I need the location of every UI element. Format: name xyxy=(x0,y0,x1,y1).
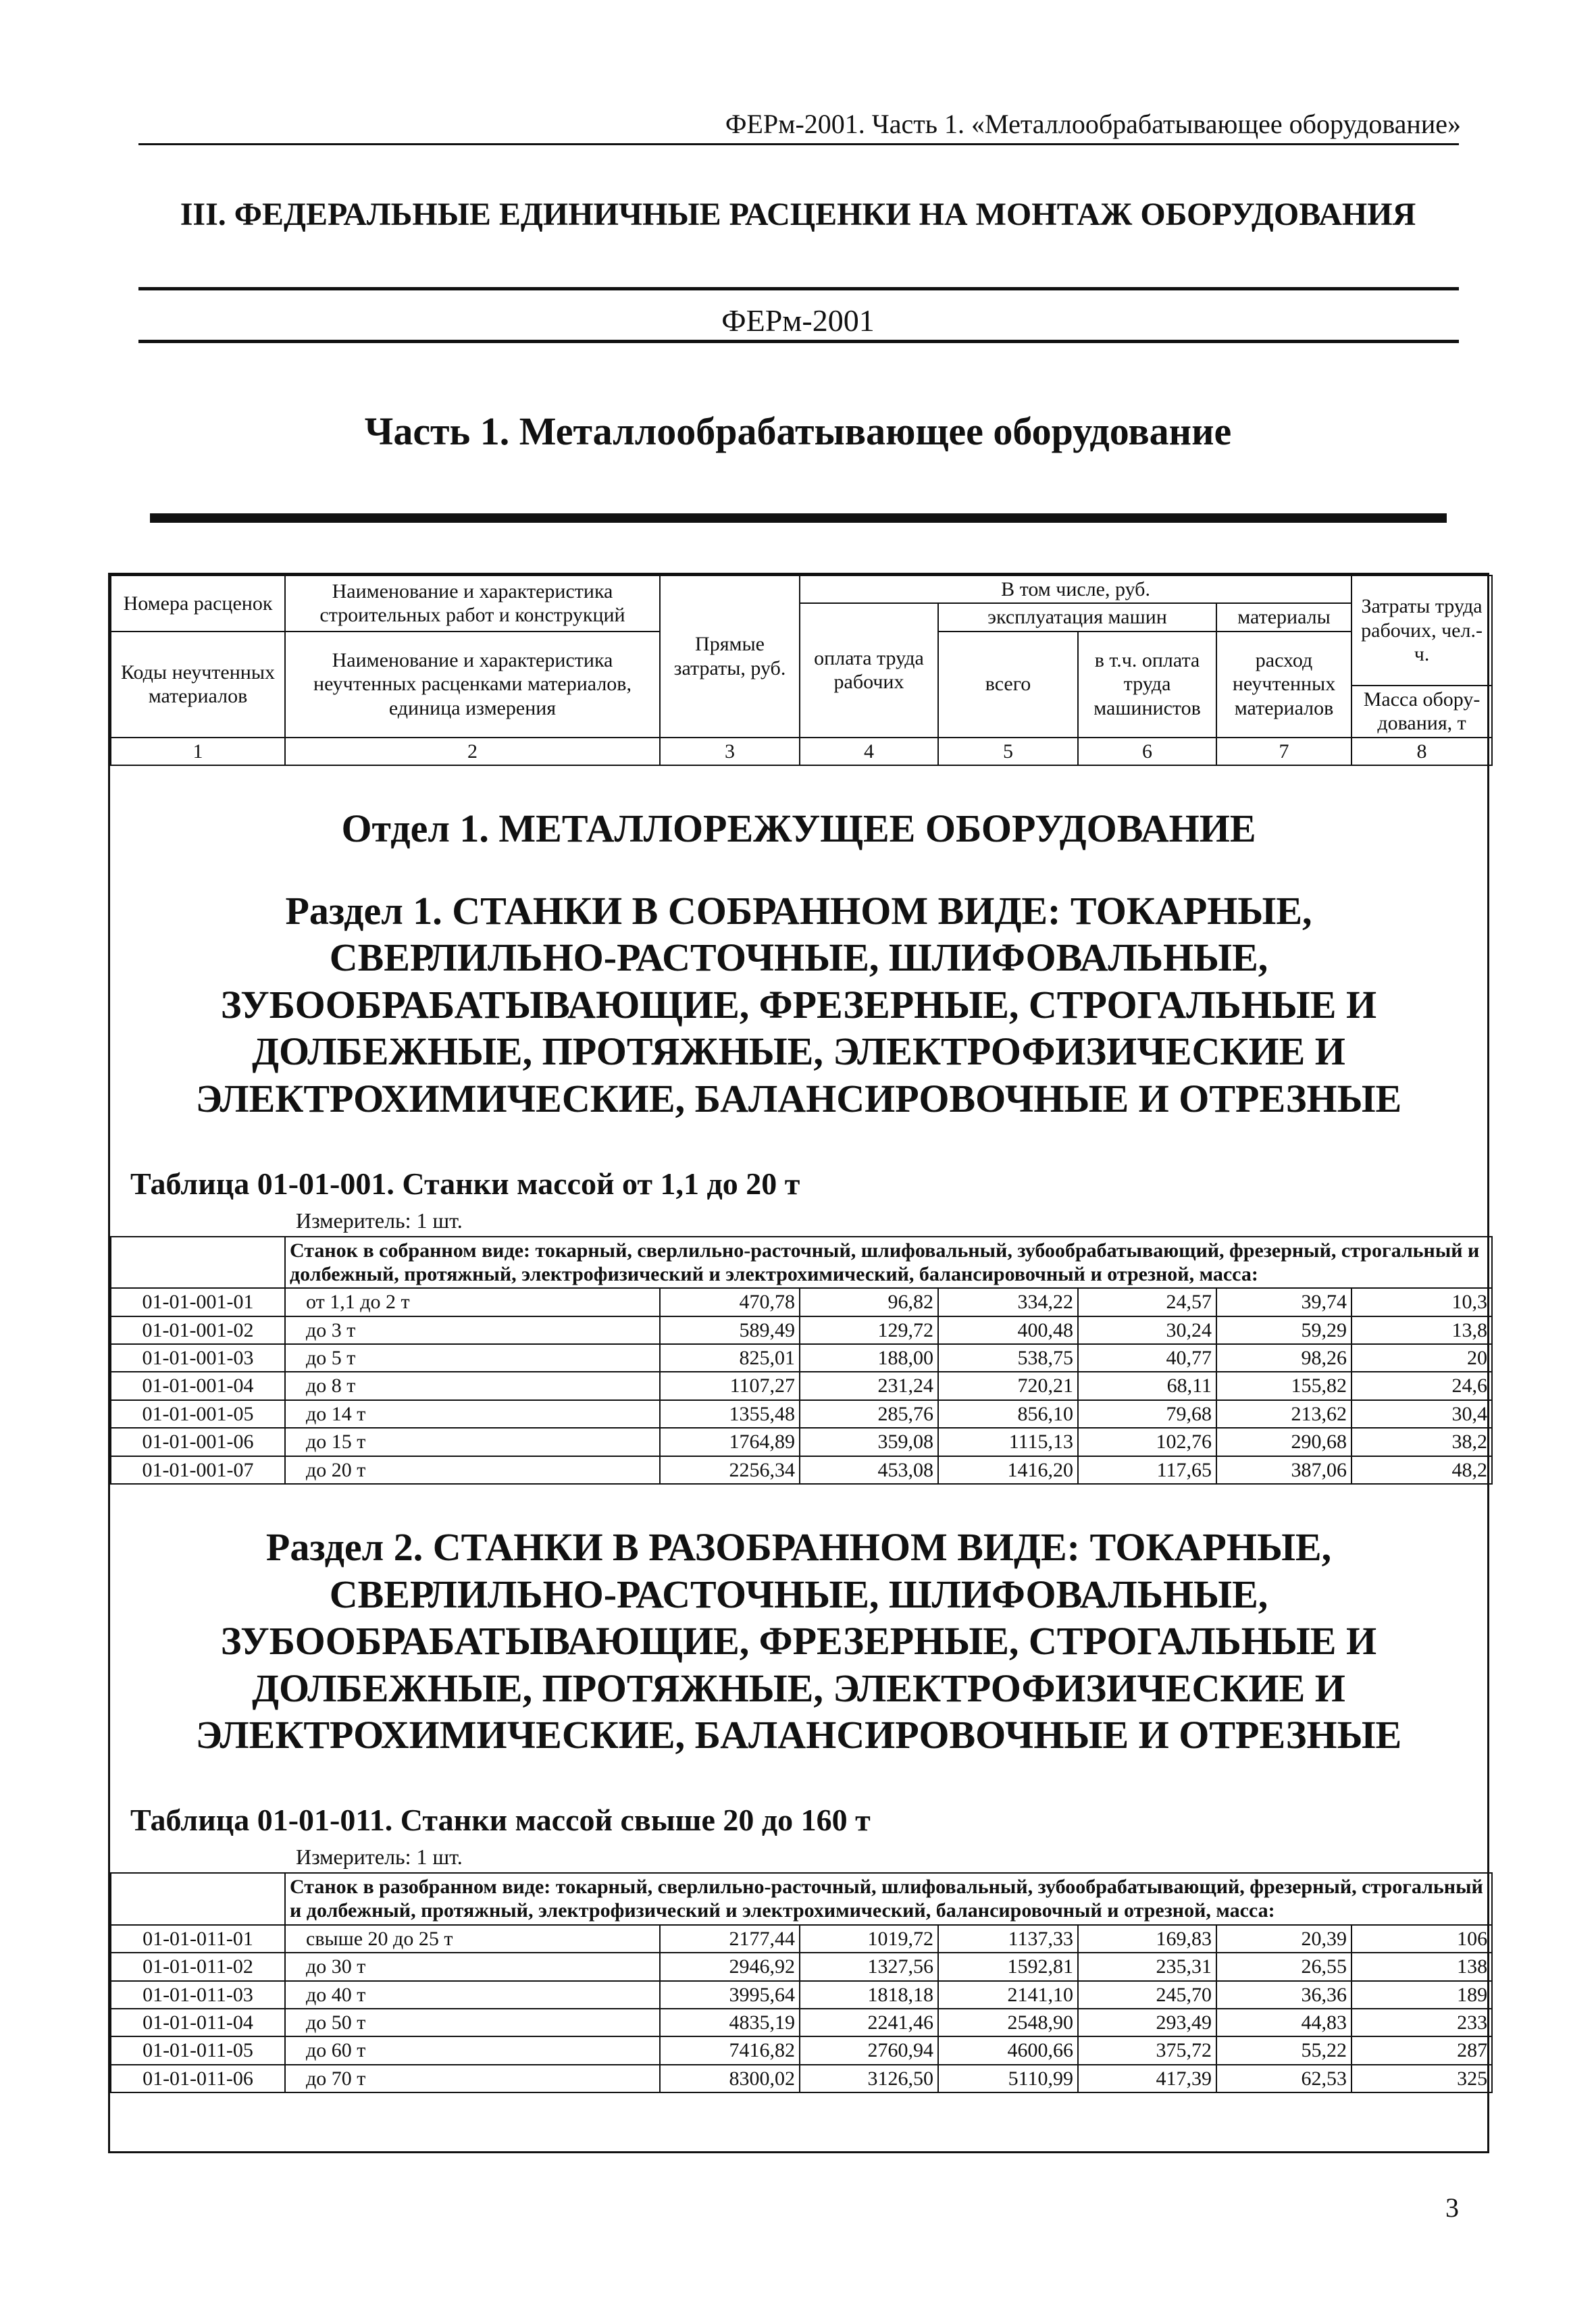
header-operator-wages: в т.ч. оплата труда машинистов xyxy=(1078,632,1216,738)
worker-wages-cell: 231,24 xyxy=(800,1372,938,1399)
header-material-consumption: расход неучтенных материалов xyxy=(1216,632,1352,738)
table-row xyxy=(111,1316,1492,1344)
worker-wages-cell: 3126,50 xyxy=(800,2065,938,2092)
table-1-description: Станок в собранном виде: токарный, сверлильно-расточный, шлифовальный, зубообрабатывающий, фрезерный, строгальный и долбежный, протяжный, электрофизический и электрохимический, балансировочный и отрезной, масса: xyxy=(285,1237,1492,1289)
rate-code-cell: 01-01-001-05 xyxy=(111,1400,285,1428)
ferm-bottom-rule xyxy=(138,340,1459,343)
column-number: 3 xyxy=(660,738,800,765)
worker-wages-cell: 188,00 xyxy=(800,1344,938,1372)
labor-hours-cell: 233 xyxy=(1352,2009,1492,2036)
table-row xyxy=(111,2065,1492,2092)
table-1-title: Таблица 01-01-001. Станки массой от 1,1 до 20 т xyxy=(130,1166,800,1201)
table-row xyxy=(111,1400,1492,1428)
direct-costs-cell: 1107,27 xyxy=(660,1372,800,1399)
operator-wages-cell: 79,68 xyxy=(1078,1400,1216,1428)
machines-total-cell: 538,75 xyxy=(938,1344,1078,1372)
direct-costs-cell: 7416,82 xyxy=(660,2036,800,2064)
work-description-cell: до 3 т xyxy=(285,1316,660,1344)
machines-total-cell: 1416,20 xyxy=(938,1456,1078,1484)
material-consumption-cell: 36,36 xyxy=(1216,1981,1352,2009)
material-consumption-cell: 387,06 xyxy=(1216,1456,1352,1484)
machines-total-cell: 2141,10 xyxy=(938,1981,1078,2009)
operator-wages-cell: 245,70 xyxy=(1078,1981,1216,2009)
direct-costs-cell: 4835,19 xyxy=(660,2009,800,2036)
direct-costs-cell: 470,78 xyxy=(660,1288,800,1316)
operator-wages-cell: 117,65 xyxy=(1078,1456,1216,1484)
labor-hours-cell: 24,6 xyxy=(1352,1372,1492,1399)
section-2-heading: Раздел 2. СТАНКИ В РАЗОБРАННОМ ВИДЕ: ТОКАРНЫЕ, СВЕРЛИЛЬНО-РАСТОЧНЫЕ, ШЛИФОВАЛЬНЫЕ, ЗУБООБРАБАТЫВАЮЩИЕ, ФРЕЗЕРНЫЕ, СТРОГАЛЬНЫЕ И ДОЛБЕЖНЫЕ, ПРОТЯЖНЫЕ, ЭЛЕКТРОФИЗИЧЕСКИЕ И ЭЛЕКТРОХИМИЧЕСКИЕ, БАЛАНСИРОВОЧНЫЕ И ОТРЕЗНЫЕ xyxy=(195,1525,1402,1757)
material-consumption-cell: 26,55 xyxy=(1216,1953,1352,1980)
table-row xyxy=(111,1428,1492,1456)
column-number: 5 xyxy=(938,738,1078,765)
work-description-cell: до 8 т xyxy=(285,1372,660,1399)
labor-hours-cell: 106 xyxy=(1352,1925,1492,1953)
labor-hours-cell: 30,4 xyxy=(1352,1400,1492,1428)
header-rate-numbers: Номера расценок xyxy=(111,575,285,632)
table-1-body xyxy=(111,1288,1492,1484)
work-description-cell: до 15 т xyxy=(285,1428,660,1456)
table-2-description: Станок в разобранном виде: токарный, сверлильно-расточный, шлифовальный, зубообрабатывающий, фрезерный, строгальный и долбежный, протяжный, электрофизический и электрохимический, балансировочный и отрезной, масса: xyxy=(285,1873,1492,1925)
work-description-cell: до 50 т xyxy=(285,2009,660,2036)
operator-wages-cell: 68,11 xyxy=(1078,1372,1216,1399)
labor-hours-cell: 287 xyxy=(1352,2036,1492,2064)
column-number: 6 xyxy=(1078,738,1216,765)
operator-wages-cell: 30,24 xyxy=(1078,1316,1216,1344)
machines-total-cell: 4600,66 xyxy=(938,2036,1078,2064)
header-material-codes: Коды неучтенных материалов xyxy=(111,632,285,738)
table-2-meter: Измеритель: 1 шт. xyxy=(296,1845,463,1869)
operator-wages-cell: 375,72 xyxy=(1078,2036,1216,2064)
labor-hours-cell: 20 xyxy=(1352,1344,1492,1372)
work-description-cell: до 60 т xyxy=(285,2036,660,2064)
labor-hours-cell: 48,2 xyxy=(1352,1456,1492,1484)
machines-total-cell: 720,21 xyxy=(938,1372,1078,1399)
worker-wages-cell: 359,08 xyxy=(800,1428,938,1456)
ferm-top-rule xyxy=(138,287,1459,290)
column-number: 4 xyxy=(800,738,938,765)
material-consumption-cell: 20,39 xyxy=(1216,1925,1352,1953)
table-row xyxy=(111,2009,1492,2036)
header-worker-wages: оплата труда рабочих xyxy=(800,603,938,737)
labor-hours-cell: 189 xyxy=(1352,1981,1492,2009)
decorative-bar xyxy=(150,513,1447,523)
material-consumption-cell: 44,83 xyxy=(1216,2009,1352,2036)
operator-wages-cell: 417,39 xyxy=(1078,2065,1216,2092)
operator-wages-cell: 102,76 xyxy=(1078,1428,1216,1456)
operator-wages-cell: 235,31 xyxy=(1078,1953,1216,1980)
rate-code-cell: 01-01-011-04 xyxy=(111,2009,285,2036)
work-description-cell: от 1,1 до 2 т xyxy=(285,1288,660,1316)
column-header-table xyxy=(110,575,1493,766)
operator-wages-cell: 293,49 xyxy=(1078,2009,1216,2036)
header-materials: материалы xyxy=(1216,603,1352,631)
labor-hours-cell: 38,2 xyxy=(1352,1428,1492,1456)
direct-costs-cell: 8300,02 xyxy=(660,2065,800,2092)
header-direct-costs: Прямые затраты, руб. xyxy=(660,575,800,738)
rate-code-cell: 01-01-011-03 xyxy=(111,1981,285,2009)
spacer-cell xyxy=(111,1237,285,1289)
rate-code-cell: 01-01-011-06 xyxy=(111,2065,285,2092)
part-title: Часть 1. Металлообрабатывающее оборудование xyxy=(364,409,1232,453)
table-1-meter: Измеритель: 1 шт. xyxy=(296,1208,463,1233)
table-2 xyxy=(110,1872,1493,2093)
header-machine-operation: эксплуатация машин xyxy=(938,603,1216,631)
rate-code-cell: 01-01-001-02 xyxy=(111,1316,285,1344)
table-row xyxy=(111,1456,1492,1484)
direct-costs-cell: 2946,92 xyxy=(660,1953,800,1980)
material-consumption-cell: 39,74 xyxy=(1216,1288,1352,1316)
table-2-title: Таблица 01-01-011. Станки массой свыше 20 до 160 т xyxy=(130,1803,871,1837)
spacer-cell xyxy=(111,1873,285,1925)
rate-code-cell: 01-01-001-06 xyxy=(111,1428,285,1456)
column-number: 1 xyxy=(111,738,285,765)
page-number: 3 xyxy=(1445,2192,1459,2223)
table-row xyxy=(111,1288,1492,1316)
table-row xyxy=(111,2036,1492,2064)
labor-hours-cell: 325 xyxy=(1352,2065,1492,2092)
labor-hours-cell: 10,3 xyxy=(1352,1288,1492,1316)
material-consumption-cell: 213,62 xyxy=(1216,1400,1352,1428)
operator-wages-cell: 40,77 xyxy=(1078,1344,1216,1372)
work-description-cell: до 20 т xyxy=(285,1456,660,1484)
worker-wages-cell: 2241,46 xyxy=(800,2009,938,2036)
header-rule xyxy=(138,143,1459,145)
column-number: 8 xyxy=(1352,738,1492,765)
direct-costs-cell: 2256,34 xyxy=(660,1456,800,1484)
chapter-title: III. ФЕДЕРАЛЬНЫЕ ЕДИНИЧНЫЕ РАСЦЕНКИ НА МОНТАЖ ОБОРУДОВАНИЯ xyxy=(180,197,1416,232)
operator-wages-cell: 169,83 xyxy=(1078,1925,1216,1953)
material-consumption-cell: 62,53 xyxy=(1216,2065,1352,2092)
worker-wages-cell: 129,72 xyxy=(800,1316,938,1344)
labor-hours-cell: 13,8 xyxy=(1352,1316,1492,1344)
work-description-cell: до 14 т xyxy=(285,1400,660,1428)
table-1 xyxy=(110,1236,1493,1485)
table-2-body xyxy=(111,1925,1492,2092)
work-description-cell: до 30 т xyxy=(285,1953,660,1980)
table-row xyxy=(111,1344,1492,1372)
running-header: ФЕРм-2001. Часть 1. «Металлообрабатывающее оборудование» xyxy=(725,109,1461,139)
machines-total-cell: 400,48 xyxy=(938,1316,1078,1344)
rate-code-cell: 01-01-011-02 xyxy=(111,1953,285,1980)
table-row xyxy=(111,1925,1492,1953)
rate-code-cell: 01-01-001-03 xyxy=(111,1344,285,1372)
material-consumption-cell: 155,82 xyxy=(1216,1372,1352,1399)
rate-code-cell: 01-01-011-01 xyxy=(111,1925,285,1953)
section-1-heading: Раздел 1. СТАНКИ В СОБРАННОМ ВИДЕ: ТОКАРНЫЕ, СВЕРЛИЛЬНО-РАСТОЧНЫЕ, ШЛИФОВАЛЬНЫЕ, ЗУБООБРАБАТЫВАЮЩИЕ, ФРЕЗЕРНЫЕ, СТРОГАЛЬНЫЕ И ДОЛБЕЖНЫЕ, ПРОТЯЖНЫЕ, ЭЛЕКТРОФИЗИЧЕСКИЕ И ЭЛЕКТРОХИМИЧЕСКИЕ, БАЛАНСИРОВОЧНЫЕ И ОТРЕЗНЫЕ xyxy=(195,888,1402,1121)
worker-wages-cell: 453,08 xyxy=(800,1456,938,1484)
direct-costs-cell: 2177,44 xyxy=(660,1925,800,1953)
table-row xyxy=(111,1372,1492,1399)
header-labor-costs: Затраты труда рабочих, чел.-ч. xyxy=(1352,575,1492,686)
material-consumption-cell: 290,68 xyxy=(1216,1428,1352,1456)
direct-costs-cell: 825,01 xyxy=(660,1344,800,1372)
header-material-name: Наименование и характеристика неучтенных расценками материалов, единица измерения xyxy=(285,632,660,738)
operator-wages-cell: 24,57 xyxy=(1078,1288,1216,1316)
machines-total-cell: 856,10 xyxy=(938,1400,1078,1428)
table-row xyxy=(111,1953,1492,1980)
machines-total-cell: 1115,13 xyxy=(938,1428,1078,1456)
material-consumption-cell: 98,26 xyxy=(1216,1344,1352,1372)
column-number: 7 xyxy=(1216,738,1352,765)
machines-total-cell: 1592,81 xyxy=(938,1953,1078,1980)
labor-hours-cell: 138 xyxy=(1352,1953,1492,1980)
worker-wages-cell: 1327,56 xyxy=(800,1953,938,1980)
worker-wages-cell: 285,76 xyxy=(800,1400,938,1428)
machines-total-cell: 5110,99 xyxy=(938,2065,1078,2092)
rate-code-cell: 01-01-011-05 xyxy=(111,2036,285,2064)
header-equipment-mass: Масса обору-дования, т xyxy=(1352,686,1492,738)
direct-costs-cell: 1355,48 xyxy=(660,1400,800,1428)
worker-wages-cell: 96,82 xyxy=(800,1288,938,1316)
work-description-cell: до 5 т xyxy=(285,1344,660,1372)
worker-wages-cell: 1019,72 xyxy=(800,1925,938,1953)
rates-table-frame xyxy=(108,573,1489,2153)
work-description-cell: до 70 т xyxy=(285,2065,660,2092)
machines-total-cell: 1137,33 xyxy=(938,1925,1078,1953)
collection-label: ФЕРм-2001 xyxy=(721,303,875,338)
column-number: 2 xyxy=(285,738,660,765)
work-description-cell: свыше 20 до 25 т xyxy=(285,1925,660,1953)
rate-code-cell: 01-01-001-07 xyxy=(111,1456,285,1484)
work-description-cell: до 40 т xyxy=(285,1981,660,2009)
material-consumption-cell: 59,29 xyxy=(1216,1316,1352,1344)
header-machines-total: всего xyxy=(938,632,1078,738)
direct-costs-cell: 1764,89 xyxy=(660,1428,800,1456)
table-row xyxy=(111,1981,1492,2009)
header-work-name: Наименование и характеристика строительных работ и конструкций xyxy=(285,575,660,632)
direct-costs-cell: 3995,64 xyxy=(660,1981,800,2009)
direct-costs-cell: 589,49 xyxy=(660,1316,800,1344)
rate-code-cell: 01-01-001-01 xyxy=(111,1288,285,1316)
machines-total-cell: 334,22 xyxy=(938,1288,1078,1316)
worker-wages-cell: 1818,18 xyxy=(800,1981,938,2009)
worker-wages-cell: 2760,94 xyxy=(800,2036,938,2064)
department-heading: Отдел 1. МЕТАЛЛОРЕЖУЩЕЕ ОБОРУДОВАНИЕ xyxy=(341,806,1256,850)
rate-code-cell: 01-01-001-04 xyxy=(111,1372,285,1399)
material-consumption-cell: 55,22 xyxy=(1216,2036,1352,2064)
header-including-group: В том числе, руб. xyxy=(800,575,1352,603)
machines-total-cell: 2548,90 xyxy=(938,2009,1078,2036)
